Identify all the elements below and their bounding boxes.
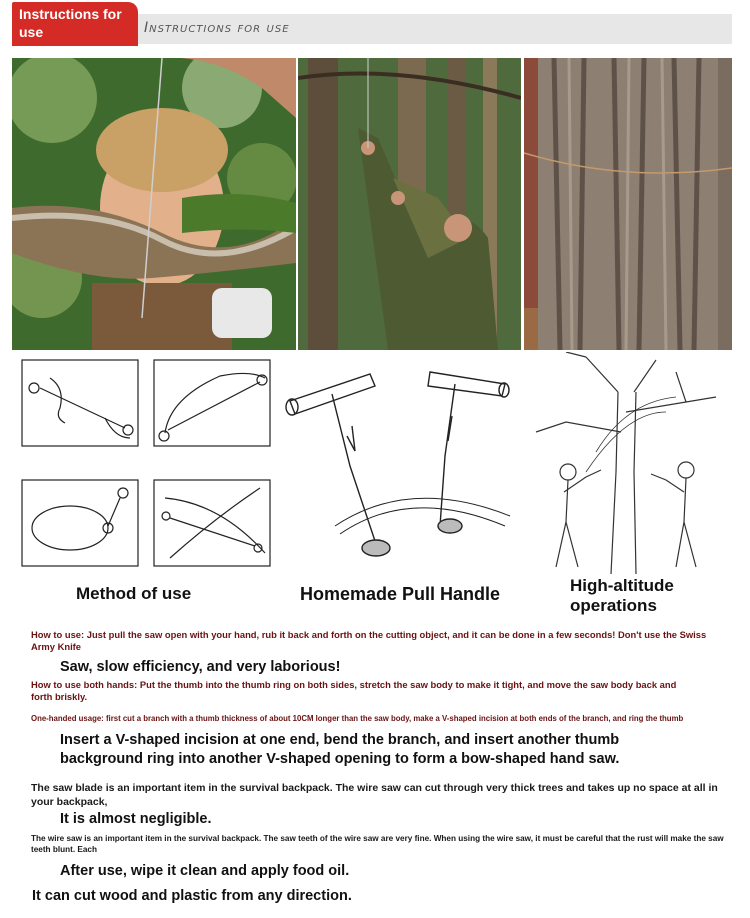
header-bar-title: Instructions for use	[144, 20, 290, 36]
instruction-heading-negligible: It is almost negligible.	[60, 811, 212, 827]
photo-man-sawing-branch	[298, 58, 521, 350]
instruction-both-hands: How to use both hands: Put the thumb into the thumb ring on both sides, stretch the saw body to make it tight, and move the saw body back and forth briskly.	[31, 679, 677, 703]
instruction-heading-food-oil: After use, wipe it clean and apply food oil.	[60, 863, 350, 879]
instruction-one-handed: One-handed usage: first cut a branch with a thumb thickness of about 10CM longer than the saw body, make a V-shaped incision at both ends of the branch, and ring the thumb	[31, 714, 684, 723]
sketch-method-of-use	[20, 358, 272, 570]
caption-homemade-pull-handle: Homemade Pull Handle	[300, 584, 501, 604]
instruction-heading-any-direction: It can cut wood and plastic from any direction.	[32, 888, 352, 904]
header-bar	[138, 14, 732, 44]
sketch-homemade-pull-handle	[280, 356, 516, 570]
instruction-wire-saw-teeth: The wire saw is an important item in the survival backpack. The saw teeth of the wire saw are very fine. When using the wire saw, it must be careful that the rust will make the saw teeth blunt. Each	[31, 834, 724, 854]
instruction-how-to-use: How to use: Just pull the saw open with your hand, rub it back and forth on the cutting object, and it can be done in a few seconds! Don't use the Swiss Army Knife	[31, 629, 707, 653]
sketch-high-altitude-tree	[526, 352, 732, 574]
caption-method-of-use: Method of use	[76, 584, 192, 603]
section-tab	[12, 2, 138, 46]
caption-high-altitude-operations: High-altitude operations	[570, 576, 674, 615]
instruction-heading-v-incision: Insert a V-shaped incision at one end, bend the branch, and insert another thumb background ring into another V-shaped opening to form a bow-shaped hand saw.	[60, 732, 620, 767]
instruction-heading-saw-efficiency: Saw, slow efficiency, and very laborious!	[60, 659, 341, 675]
photo-tree-trunk-wire-saw	[524, 58, 732, 350]
instruction-saw-blade-backpack: The saw blade is an important item in the survival backpack. The wire saw can cut through very thick trees and takes up no space at all in your backpack,	[31, 782, 718, 808]
photo-boy-cutting-branch	[12, 58, 296, 350]
section-tab-label: Instructions for use	[19, 6, 122, 40]
